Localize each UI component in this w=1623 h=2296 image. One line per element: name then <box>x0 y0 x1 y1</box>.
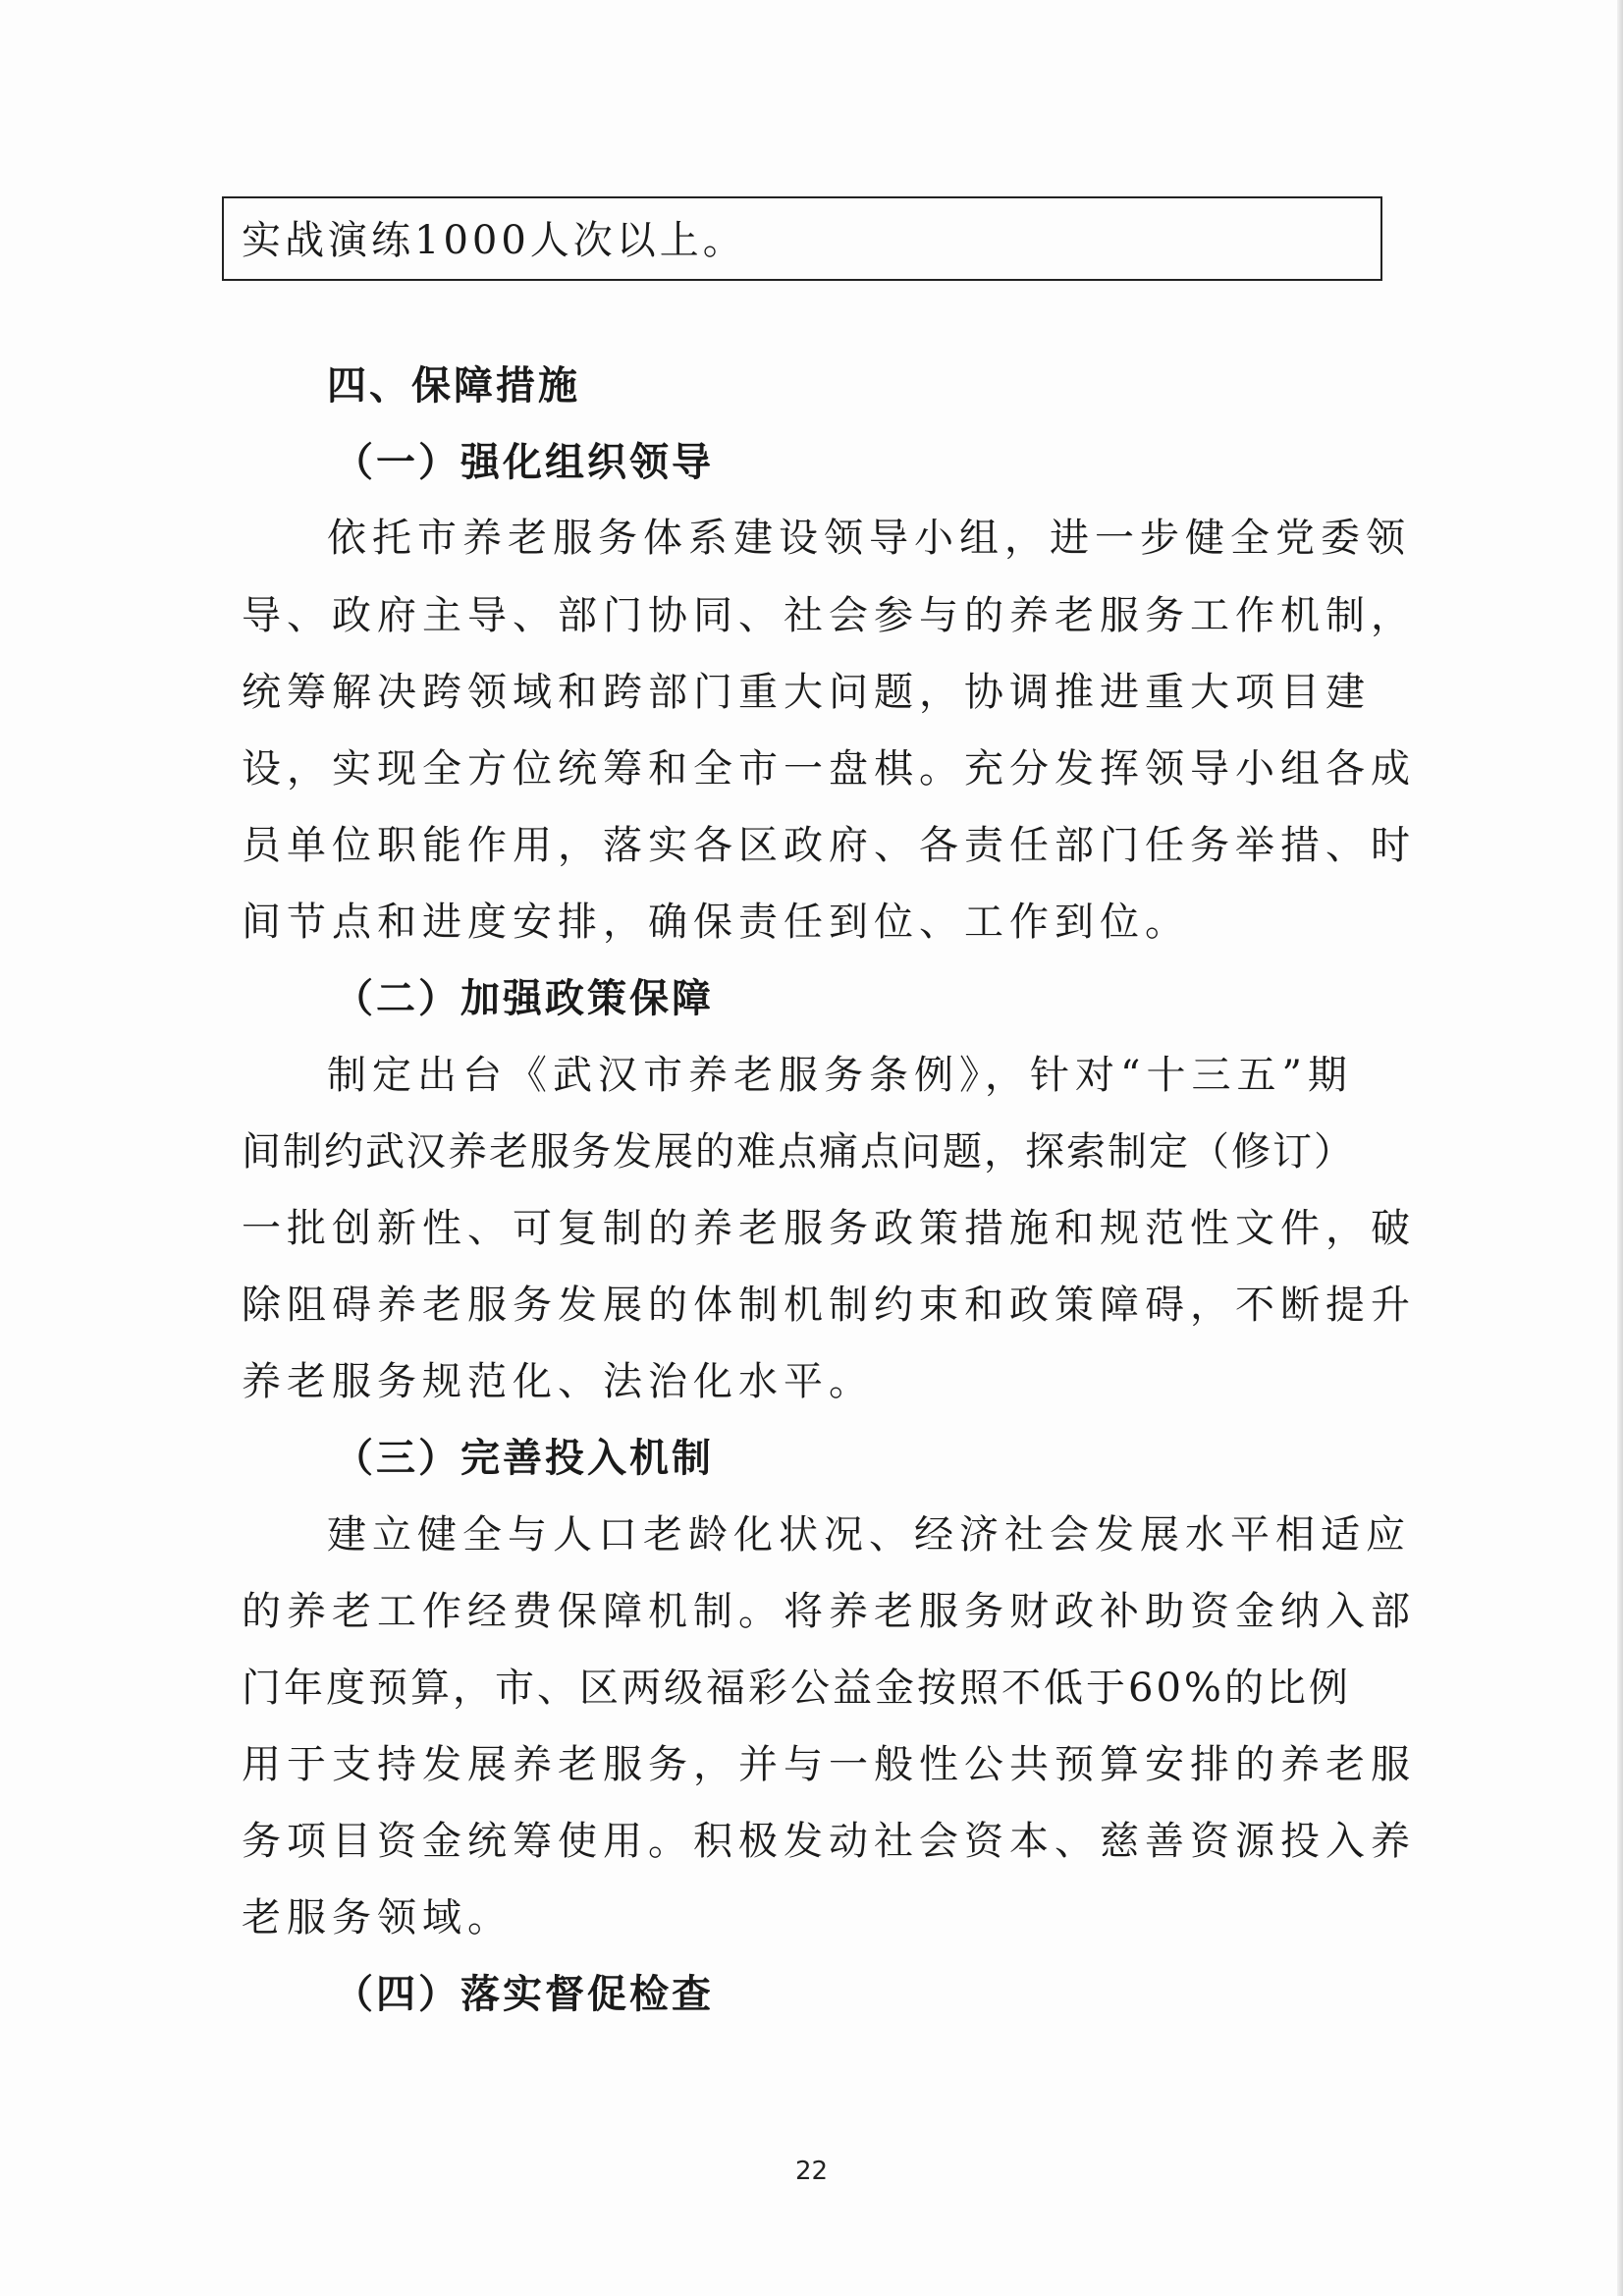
subsection-title-4: （四）落实督促检查 <box>334 1971 714 2017</box>
scan-edge <box>1617 0 1623 2296</box>
paragraph-line: 一批创新性、可复制的养老服务政策措施和规范性文件，破 <box>242 1206 1416 1251</box>
paragraph-line: 养老服务规范化、法治化水平。 <box>242 1359 874 1404</box>
paragraph-line: 导、政府主导、部门协同、社会参与的养老服务工作机制， <box>242 593 1416 638</box>
subsection-title-3: （三）完善投入机制 <box>334 1435 714 1481</box>
paragraph-line: 员单位职能作用，落实各区政府、各责任部门任务举措、时 <box>242 823 1416 868</box>
paragraph-line: 建立健全与人口老龄化状况、经济社会发展水平相适应 <box>327 1512 1411 1558</box>
paragraph-line: 务项目资金统筹使用。积极发动社会资本、慈善资源投入养 <box>242 1819 1416 1864</box>
boxed-line-text: 实战演练1000人次以上。 <box>242 218 746 263</box>
paragraph-line: 的养老工作经费保障机制。将养老服务财政补助资金纳入部 <box>242 1589 1416 1634</box>
boxed-table-fragment <box>222 196 1382 281</box>
paragraph-line: 制定出台《武汉市养老服务条例》，针对“十三五”期 <box>327 1053 1353 1098</box>
paragraph-line: 用于支持发展养老服务，并与一般性公共预算安排的养老服 <box>242 1742 1416 1787</box>
paragraph-line: 统筹解决跨领域和跨部门重大问题，协调推进重大项目建 <box>242 670 1371 715</box>
section-heading: 四、保障措施 <box>327 363 580 409</box>
paragraph-line: 间制约武汉养老服务发展的难点痛点问题，探索制定（修订） <box>242 1129 1355 1175</box>
paragraph-line: 除阻碍养老服务发展的体制机制约束和政策障碍，不断提升 <box>242 1283 1416 1328</box>
page-number: 22 <box>794 2157 829 2186</box>
paragraph-line: 设，实现全方位统筹和全市一盘棋。充分发挥领导小组各成 <box>242 746 1416 792</box>
paragraph-line: 间节点和进度安排，确保责任到位、工作到位。 <box>242 900 1190 945</box>
subsection-title-2: （二）加强政策保障 <box>334 975 714 1021</box>
paragraph-line: 依托市养老服务体系建设领导小组，进一步健全党委领 <box>327 516 1411 561</box>
subsection-title-1: （一）强化组织领导 <box>334 439 714 485</box>
paragraph-line: 老服务领域。 <box>242 1895 513 1941</box>
paragraph-line: 门年度预算，市、区两级福彩公益金按照不低于60%的比例 <box>242 1666 1351 1711</box>
